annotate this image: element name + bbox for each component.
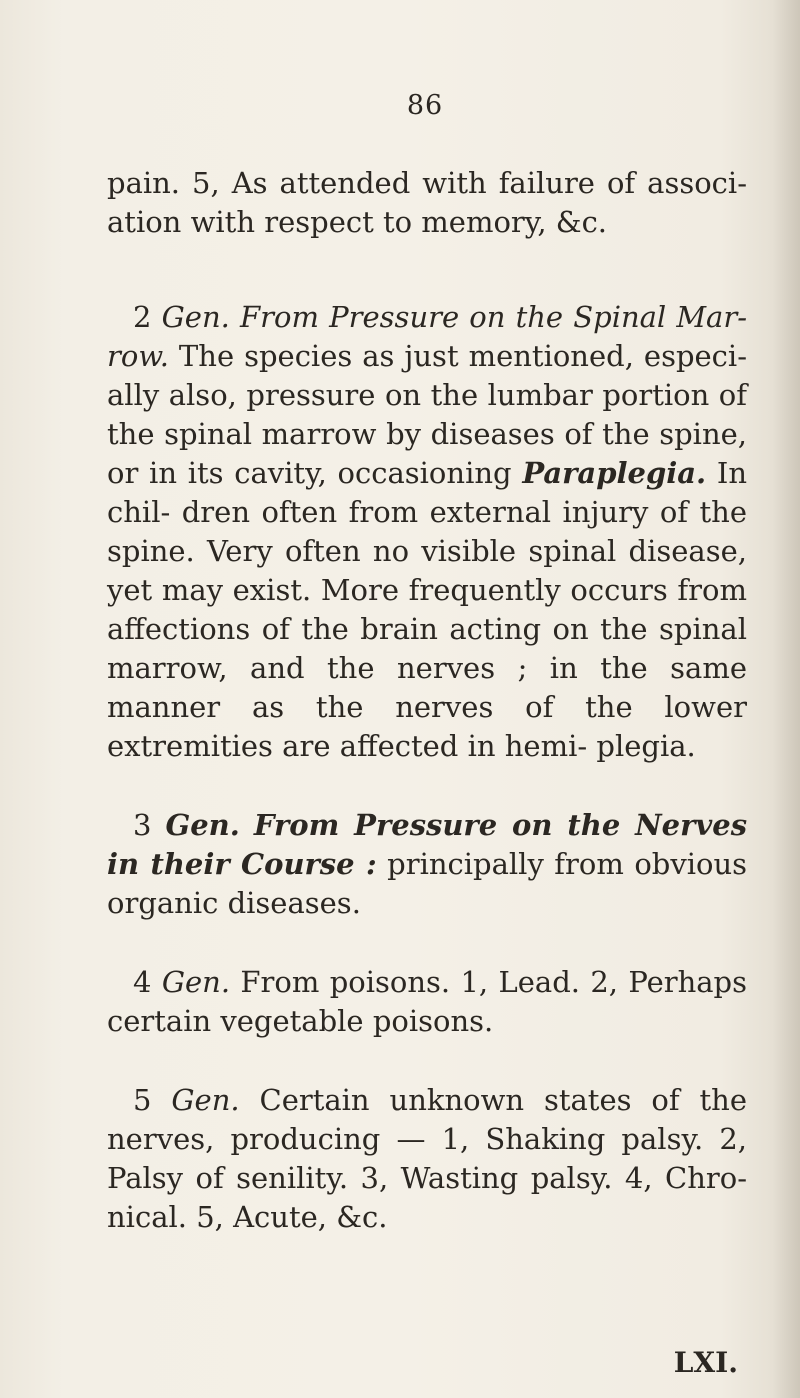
genus-body: The species as just mentioned, especi- ally also, pressure on the lumbar portion of the spinal marrow by diseases of the spine, or in its cavity, occasioning	[107, 339, 747, 490]
paragraph-genus-2	[107, 298, 747, 766]
genus-body: principally from obvious organic diseases.	[107, 847, 748, 920]
page-number: 86	[406, 90, 444, 121]
paragraph-genus-3	[107, 806, 747, 923]
genus-number: 3	[133, 808, 152, 842]
genus-label: Gen.	[165, 808, 240, 842]
genus-label: Gen.	[161, 300, 230, 334]
paragraph-1	[107, 164, 747, 242]
genus-term: Paraplegia.	[522, 456, 707, 490]
paragraph-1-text: pain. 5, As attended with failure of associ- ation with respect to memory, &c.	[107, 166, 747, 239]
page-edge-shadow	[772, 0, 800, 1398]
genus-number: 5	[133, 1083, 152, 1117]
catchword: LXI.	[673, 1346, 738, 1379]
genus-label: Gen.	[171, 1083, 240, 1117]
paragraph-genus-5	[107, 1081, 747, 1237]
genus-number: 2	[133, 300, 152, 334]
genus-body: From poisons. 1, Lead. 2, Perhaps certain vegetable poisons.	[107, 965, 748, 1038]
page-body	[107, 164, 747, 1237]
genus-heading: From Pressure on the Nerves in their Course :	[107, 808, 748, 881]
genus-number: 4	[133, 965, 152, 999]
genus-body: Certain unknown states of the nerves, producing — 1, Shaking palsy. 2, Palsy of senility. 3, Wasting palsy. 4, Chro- nical. 5, Acute, &c.	[107, 1083, 747, 1234]
genus-body-continued: In chil- dren often from external injury of the spine. Very often no visible spinal disease, yet may exist. More frequently occurs from affections of the brain acting on the spinal marrow, and the nerves ; in the same manner as the nerves of the lower extremities are affected in hemi- plegia.	[107, 456, 747, 763]
paragraph-genus-4	[107, 963, 747, 1041]
genus-heading: From Pressure on the Spinal Mar- row.	[107, 300, 748, 373]
genus-label: Gen.	[161, 965, 231, 999]
